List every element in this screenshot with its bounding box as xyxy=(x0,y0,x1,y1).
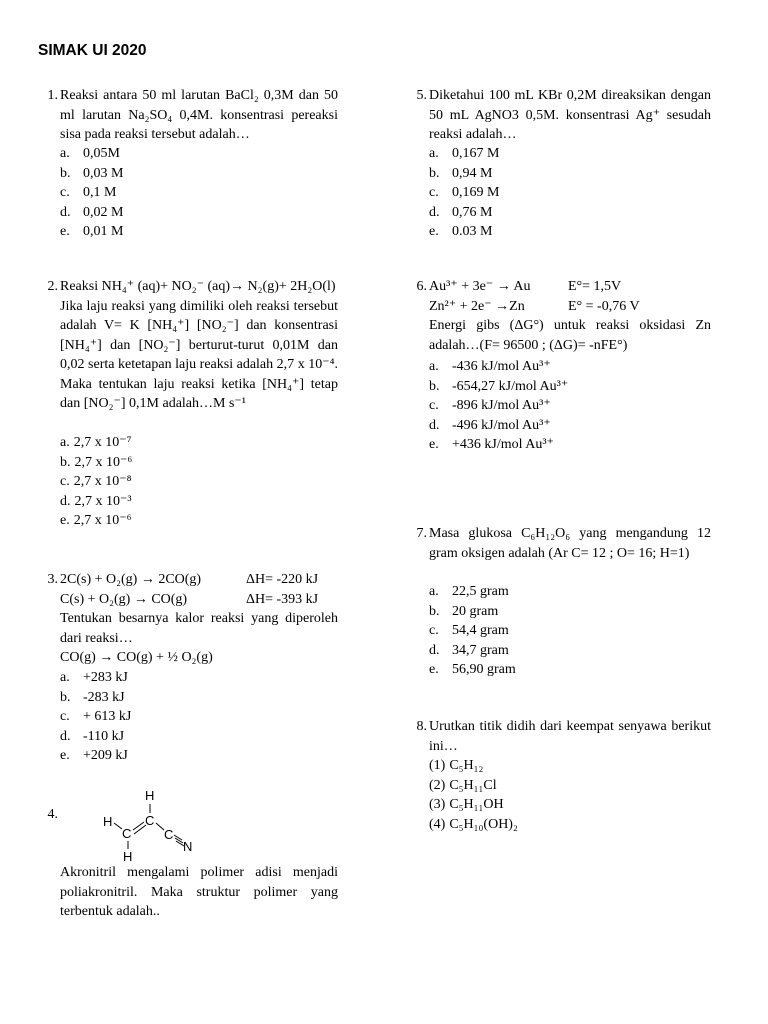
atom-c1: C xyxy=(122,826,132,841)
option-label: d. xyxy=(429,417,440,433)
option-label: d. xyxy=(429,204,440,220)
option-text: 0,03 M xyxy=(83,165,124,181)
question-stem xyxy=(60,570,338,668)
answer-option[interactable] xyxy=(429,222,499,242)
option-text: 2,7 x 10⁻³ xyxy=(74,493,132,509)
question-text: Tentukan besarnya kalor reaksi yang diperoleh dari reaksi… xyxy=(60,611,338,646)
option-text: 0,1 M xyxy=(83,185,117,200)
option-label: d. xyxy=(60,493,71,509)
answer-option[interactable] xyxy=(429,183,499,203)
option-label: c. xyxy=(429,398,439,413)
option-label: a. xyxy=(429,359,439,374)
option-label: c. xyxy=(60,474,70,489)
atom-c3: C xyxy=(164,827,174,842)
atom-c2: C xyxy=(145,813,155,828)
option-text: C₅H₁₂ xyxy=(449,758,484,773)
answer-option[interactable] xyxy=(429,582,516,602)
option-label: a. xyxy=(429,584,439,599)
option-label: c. xyxy=(60,185,70,200)
option-label: b. xyxy=(429,165,440,181)
answer-option[interactable] xyxy=(60,668,131,688)
answer-option[interactable] xyxy=(429,164,499,184)
enthalpy-value-1: ΔH= -220 kJ xyxy=(246,572,319,587)
question-number: 8. xyxy=(416,719,427,734)
options-list xyxy=(429,756,518,834)
thermo-equation-1: 2C(s) + O₂(g) → 2CO(g) xyxy=(60,572,202,587)
question-number: 5. xyxy=(416,88,427,103)
option-label: (1) xyxy=(429,758,446,773)
answer-option[interactable] xyxy=(429,756,518,776)
options-list xyxy=(60,144,123,242)
option-text: 0,02 M xyxy=(83,204,124,220)
thermo-equation-2: C(s) + O₂(g) → CO(g) xyxy=(60,591,188,607)
option-label: c. xyxy=(60,709,70,724)
option-text: -496 kJ/mol Au³⁺ xyxy=(452,417,551,433)
question-stem: Akronitril mengalami polimer adisi menjadi poliakronitril. Maka struktur polimer yang terbentuk adalah.. xyxy=(60,865,338,919)
answer-option[interactable] xyxy=(60,203,123,223)
target-equation: CO(g) → CO(g) + ½ O₂(g) xyxy=(60,650,213,665)
option-label: e. xyxy=(429,662,439,677)
answer-option[interactable] xyxy=(60,492,132,512)
option-label: a. xyxy=(429,146,439,161)
option-label: b. xyxy=(60,165,71,181)
question-text: Energi gibs (ΔG°) untuk reaksi oksidasi Zn adalah…(F= 96500 ; (ΔG)= -nFE°) xyxy=(429,318,711,353)
potential-1: E°= 1,5V xyxy=(568,279,622,294)
option-text: -436 kJ/mol Au³⁺ xyxy=(452,359,551,374)
answer-option[interactable] xyxy=(429,203,499,223)
option-label: (2) xyxy=(429,777,446,793)
answer-option[interactable] xyxy=(60,433,132,453)
option-label: c. xyxy=(429,185,439,200)
answer-option[interactable] xyxy=(429,377,568,397)
answer-option[interactable] xyxy=(429,416,568,436)
question-text: Jika laju reaksi yang dimiliki oleh reaksi tersebut adalah V= K [NH₄⁺] [NO₂⁻] dan konsentrasi [NH₄⁺] dan [NO₂⁻] berturut-turut 0,01M dan 0,02 serta ketetapan laju reaksi adalah 2,7 x 10⁻⁴. Maka tentukan laju reaksi ketika [NH₄⁺] tetap dan [NO₂⁻] 0,1M adalah…M s⁻¹ xyxy=(60,298,338,411)
answer-option[interactable] xyxy=(429,144,499,164)
question-stem xyxy=(429,277,711,355)
option-text: 20 gram xyxy=(452,603,499,619)
answer-option[interactable] xyxy=(60,144,123,164)
question-stem: Diketahui 100 mL KBr 0,2M direaksikan dengan 50 mL AgNO3 0,5M. konsentrasi Ag⁺ sesudah reaksi adalah… xyxy=(429,88,711,142)
answer-option[interactable] xyxy=(60,164,123,184)
option-label: e. xyxy=(60,513,70,528)
answer-option[interactable] xyxy=(60,688,131,708)
option-text: 56,90 gram xyxy=(452,662,516,677)
option-text: 0,167 M xyxy=(452,146,500,161)
half-reaction-1: Au³⁺ + 3e⁻ → Au xyxy=(429,279,531,294)
atom-h-bottom: H xyxy=(123,849,133,864)
option-text: -283 kJ xyxy=(83,689,125,705)
option-text: +283 kJ xyxy=(83,670,128,685)
option-text: -110 kJ xyxy=(83,728,125,744)
question-stem xyxy=(60,277,338,414)
answer-option[interactable] xyxy=(429,621,516,641)
option-text: C₅H₁₁OH xyxy=(449,797,504,812)
question-stem: Reaksi antara 50 ml larutan BaCl₂ 0,3M dan 50 ml larutan Na₂SO₄ 0,4M. konsentrasi pereaksi sisa pada reaksi tersebut adalah… xyxy=(60,88,338,142)
option-label: b. xyxy=(60,454,71,470)
options-list xyxy=(429,144,499,242)
option-label: b. xyxy=(429,378,440,394)
answer-option[interactable] xyxy=(60,727,131,747)
option-text: 0,05M xyxy=(83,146,120,161)
option-text: 2,7 x 10⁻⁶ xyxy=(74,454,133,470)
options-list xyxy=(60,433,132,531)
option-text: C₅H₁₁Cl xyxy=(449,777,497,793)
option-text: 34,7 gram xyxy=(452,642,509,658)
option-label: e. xyxy=(60,224,70,239)
option-text: 0,169 M xyxy=(452,185,500,200)
option-text: C₅H₁₀(OH)₂ xyxy=(449,816,518,832)
answer-option[interactable] xyxy=(60,511,132,531)
option-label: a. xyxy=(60,146,70,161)
question-stem: Urutkan titik didih dari keempat senyawa berikut ini… xyxy=(429,719,711,754)
answer-option[interactable] xyxy=(429,641,516,661)
atom-h-top: H xyxy=(145,788,155,803)
half-reaction-2: Zn²⁺ + 2e⁻ →Zn xyxy=(429,298,525,314)
answer-option[interactable] xyxy=(429,815,518,835)
option-text: 0,94 M xyxy=(452,165,493,181)
answer-option[interactable] xyxy=(429,776,518,796)
atom-h-left: H xyxy=(103,814,113,829)
potential-2: E° = -0,76 V xyxy=(568,298,640,314)
option-text: 2,7 x 10⁻⁸ xyxy=(73,474,132,489)
option-text: + 613 kJ xyxy=(83,709,132,724)
atom-n: N xyxy=(183,839,193,854)
page-title: SIMAK UI 2020 xyxy=(38,42,147,59)
options-list xyxy=(429,357,568,455)
answer-option[interactable] xyxy=(429,660,516,680)
option-text: 54,4 gram xyxy=(452,623,509,638)
option-text: +436 kJ/mol Au³⁺ xyxy=(452,437,554,452)
option-label: a. xyxy=(60,435,70,450)
option-text: -654,27 kJ/mol Au³⁺ xyxy=(452,378,569,394)
answer-option[interactable] xyxy=(429,435,568,455)
option-text: 0.03 M xyxy=(452,224,493,239)
options-list xyxy=(60,668,131,766)
question-number: 7. xyxy=(416,526,427,541)
option-label: b. xyxy=(429,603,440,619)
option-label: e. xyxy=(429,224,439,239)
answer-option[interactable] xyxy=(60,472,132,492)
answer-option[interactable] xyxy=(429,396,568,416)
option-label: a. xyxy=(60,670,70,685)
answer-option[interactable] xyxy=(429,357,568,377)
answer-option[interactable] xyxy=(429,795,518,815)
question-number: 2. xyxy=(47,279,58,294)
enthalpy-value-2: ΔH= -393 kJ xyxy=(246,591,319,607)
option-text: 0,01 M xyxy=(83,224,124,239)
options-list xyxy=(429,582,516,680)
option-label: d. xyxy=(60,204,71,220)
option-label: d. xyxy=(429,642,440,658)
option-label: b. xyxy=(60,689,71,705)
option-text: 2,7 x 10⁻⁷ xyxy=(73,435,132,450)
acrylonitrile-structure xyxy=(98,785,218,865)
option-label: c. xyxy=(429,623,439,638)
option-label: d. xyxy=(60,728,71,744)
answer-option[interactable] xyxy=(60,183,123,203)
answer-option[interactable] xyxy=(60,453,132,473)
option-text: +209 kJ xyxy=(83,748,128,763)
answer-option[interactable] xyxy=(60,746,131,766)
answer-option[interactable] xyxy=(429,602,516,622)
reaction-equation: Reaksi NH₄⁺ (aq)+ NO₂⁻ (aq)→ N₂(g)+ 2H₂O(l) xyxy=(60,279,336,294)
question-number: 1. xyxy=(47,88,58,103)
option-text: -896 kJ/mol Au³⁺ xyxy=(452,398,551,413)
option-label: (3) xyxy=(429,797,446,812)
question-stem: Masa glukosa C₆H₁₂O₆ yang mengandung 12 gram oksigen adalah (Ar C= 12 ; O= 16; H=1) xyxy=(429,526,711,561)
option-text: 2,7 x 10⁻⁶ xyxy=(73,513,132,528)
question-number: 3. xyxy=(47,572,58,587)
option-text: 0,76 M xyxy=(452,204,493,220)
answer-option[interactable] xyxy=(60,707,131,727)
answer-option[interactable] xyxy=(60,222,123,242)
question-number: 4. xyxy=(47,807,58,822)
option-label: (4) xyxy=(429,816,446,832)
option-label: e. xyxy=(429,437,439,452)
option-label: e. xyxy=(60,748,70,763)
question-number: 6. xyxy=(416,279,427,294)
option-text: 22,5 gram xyxy=(452,584,509,599)
